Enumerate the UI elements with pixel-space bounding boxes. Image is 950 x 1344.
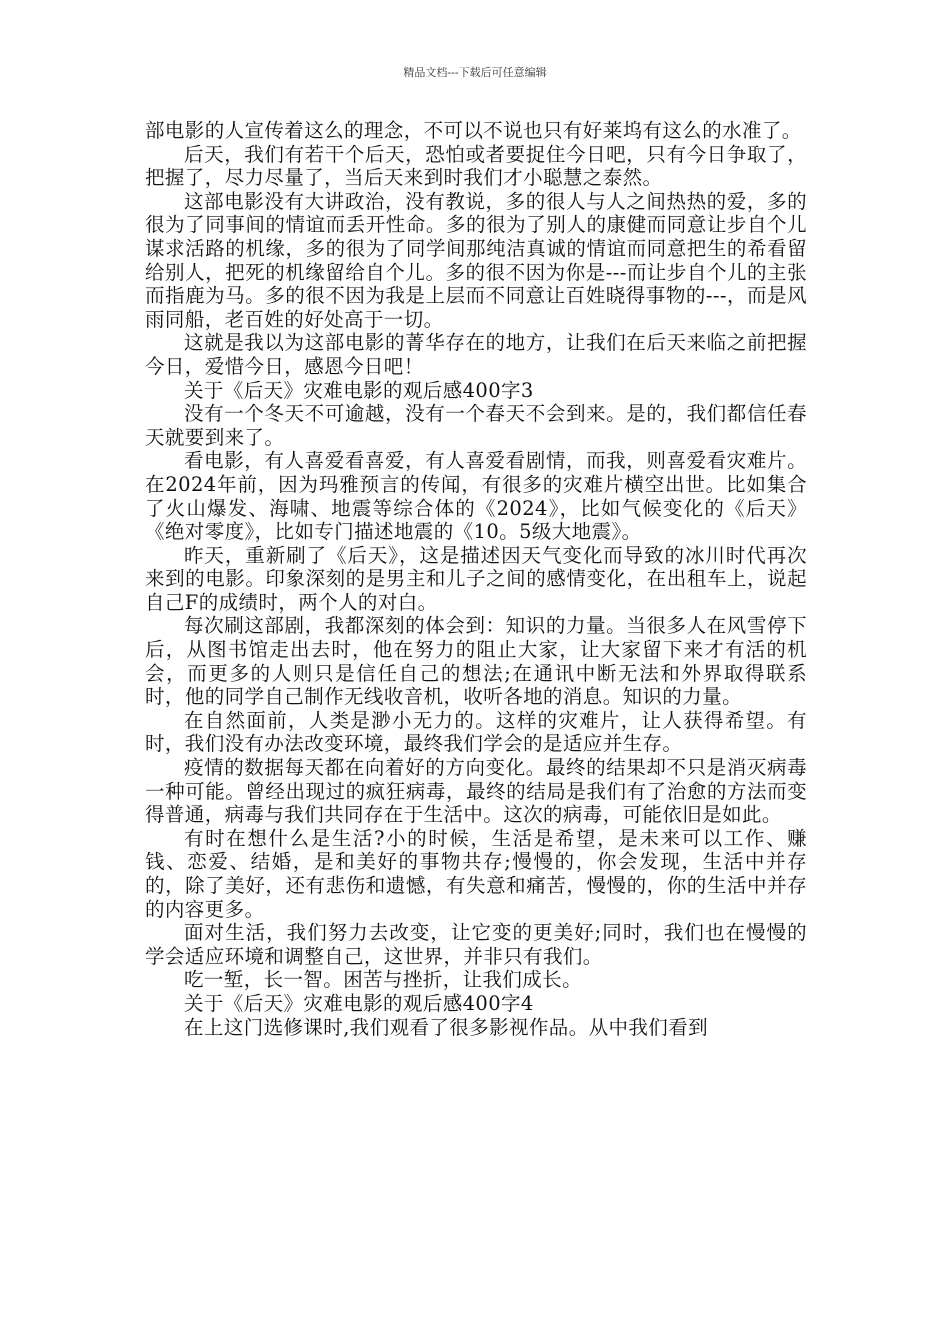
- paragraph: 在上这门选修课时,我们观看了很多影视作品。从中我们看到: [184, 1015, 708, 1039]
- paragraph: 这部电影没有大讲政治，没有教说，多的很人与人之间热热的爱，多的很为了同事间的情谊而丢开性命。多的很为了别人的康健而同意让步自个儿谋求活路的机缘，多的很为了同学间那纯洁真诚的情谊而同意把生的希看留给别人，把死的机缘留给自个儿。多的很不因为你是---而让步自个儿的主张而指鹿为马。多的很不因为我是上层而不同意让百姓晓得事物的---，而是风雨同船，老百姓的好处高于一切。: [145, 189, 807, 331]
- paragraph: 在自然面前，人类是渺小无力的。这样的灾难片，让人获得希望。有时，我们没有办法改变环境，最终我们学会的是适应并生存。: [145, 708, 807, 756]
- paragraph: 部电影的人宣传着这么的理念，不可以不说也只有好莱坞有这么的水准了。: [145, 119, 802, 142]
- paragraph: 昨天，重新刷了《后天》，这是描述因天气变化而导致的冰川时代再次来到的电影。印象深刻的是男主和儿子之间的感情变化，在出租车上，说起自己F的成绩时，两个人的对白。: [145, 543, 807, 614]
- paragraph: 后天，我们有若干个后天，恐怕或者要捉住今日吧，只有今日争取了，把握了，尽力尽量了，当后天来到时我们才小聪慧之泰然。: [145, 142, 807, 190]
- paragraph: 面对生活，我们努力去改变，让它变的更美好;同时，我们也在慢慢的学会适应环境和调整自己，这世界，并非只有我们。: [145, 921, 807, 968]
- section-heading: 关于《后天》灾难电影的观后感400字4: [184, 991, 534, 1015]
- paragraph: 有时在想什么是生活?小的时候，生活是希望，是未来可以工作、赚钱、恋爱、结婚，是和美好的事物共存;慢慢的，你会发现，生活中并存的，除了美好，还有悲伤和遗憾，有失意和痛苦，慢慢的，你的生活中并存的内容更多。: [145, 826, 807, 921]
- paragraph: 这就是我以为这部电影的菁华存在的地方，让我们在后天来临之前把握今日，爱惜今日，感恩今日吧！: [145, 331, 807, 378]
- paragraph: 看电影，有人喜爱看喜爱，有人喜爱看剧情，而我，则喜爱看灾难片。在2024年前，因为玛雅预言的传闻，有很多的灾难片横空出世。比如集合了火山爆发、海啸、地震等综合体的《2024》，比如气候变化的《后天》《绝对零度》，比如专门描述地震的《10。5级大地震》。: [145, 449, 807, 544]
- paragraph: 吃一堑，长一智。困苦与挫折，让我们成长。: [184, 968, 583, 992]
- paragraph: 没有一个冬天不可逾越，没有一个春天不会到来。是的，我们都信任春天就要到来了。: [145, 402, 807, 449]
- paragraph: 疫情的数据每天都在向着好的方向变化。最终的结果却不只是消灭病毒一种可能。曾经出现过的疯狂病毒，最终的结局是我们有了治愈的方法而变得普通，病毒与我们共同存在于生活中。这次的病毒，可能依旧是如此。: [145, 756, 807, 827]
- paragraph: 每次刷这部剧，我都深刻的体会到：知识的力量。当很多人在风雪停下后，从图书馆走出去时，他在努力的阻止大家，让大家留下来才有活的机会，而更多的人则只是信任自己的想法;在通讯中断无法和外界取得联系时，他的同学自己制作无线收音机，收听各地的消息。知识的力量。: [145, 614, 807, 709]
- page-header: 精品文档---下载后可任意编辑: [403, 66, 547, 79]
- section-heading: 关于《后天》灾难电影的观后感400字3: [184, 378, 534, 402]
- document-body: [145, 119, 807, 1039]
